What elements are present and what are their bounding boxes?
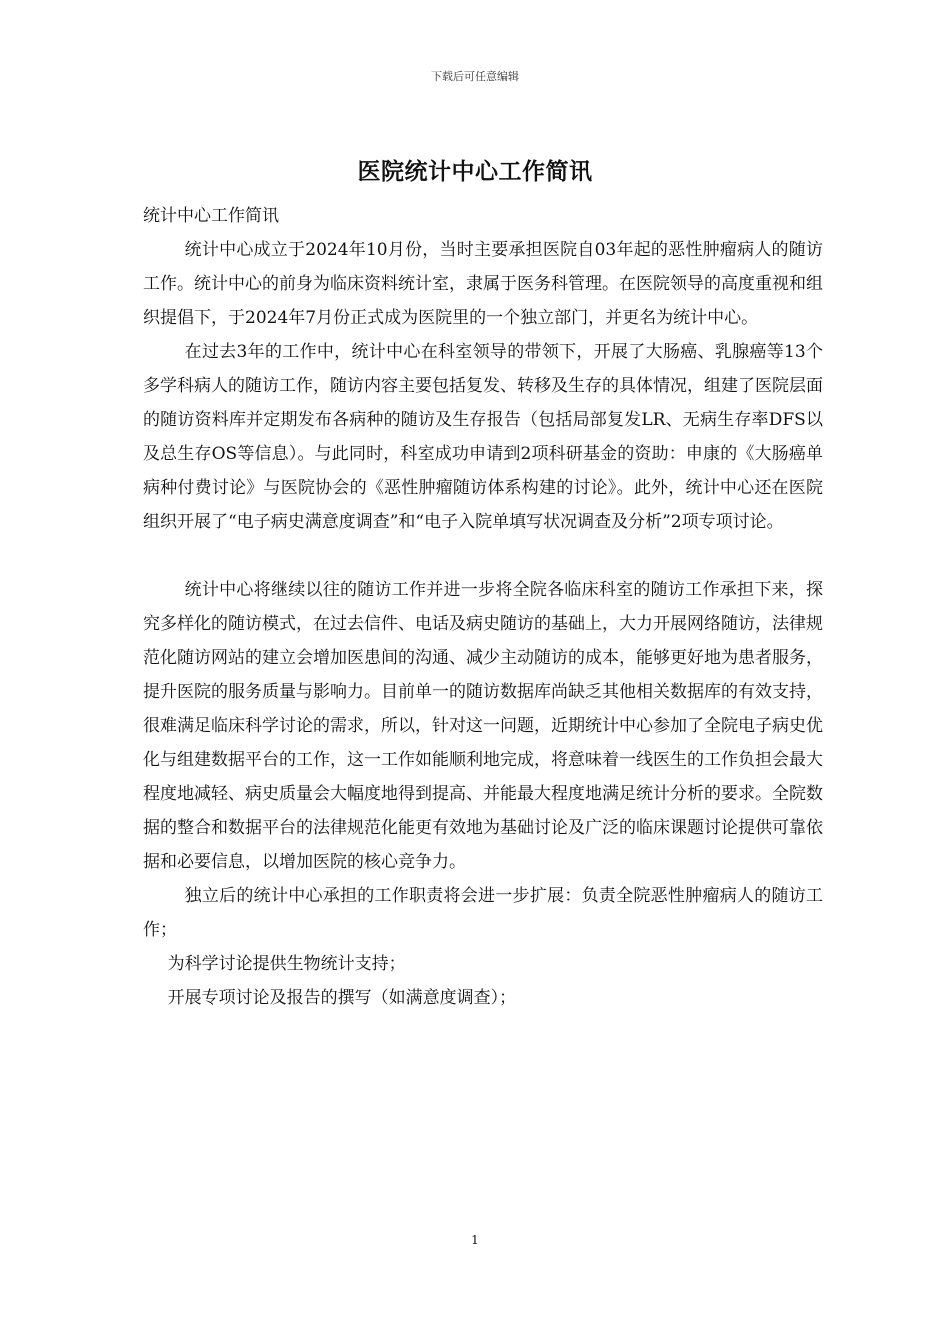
page-number: 1	[471, 1233, 479, 1247]
document-subtitle: 统计中心工作简讯	[143, 206, 279, 226]
paragraph-spacer	[143, 539, 823, 573]
list-item: 开展专项讨论及报告的撰写（如满意度调查）；	[167, 988, 517, 1008]
list-item: 为科学讨论提供生物统计支持；	[167, 954, 406, 974]
paragraph-past-work: 在过去3年的工作中，统计中心在科室领导的带领下，开展了大肠癌、乳腺癌等13个多学科病人的随访工作，随访内容主要包括复发、转移及生存的具体情况，组建了医院层面的随访资料库并定期发布各病种的随访及生存报告（包括局部复发LR、无病生存率DFS以及总生存OS等信息）。与此同时，科室成功申请到2项科研基金的资助：申康的《大肠癌单病种付费讨论》与医院协会的《恶性肿瘤随访体系构建的讨论》。此外，统计中心还在医院组织开展了“电子病史满意度调查”和“电子入院单填写状况调查及分析”2项专项讨论。	[143, 342, 823, 532]
page-header-note: 下载后可任意编辑	[431, 70, 519, 83]
document-title: 医院统计中心工作简讯	[357, 159, 593, 185]
document-body	[143, 199, 823, 1015]
paragraph-future-plan: 统计中心将继续以往的随访工作并进一步将全院各临床科室的随访工作承担下来，探究多样化的随访模式，在过去信件、电话及病史随访的基础上，大力开展网络随访，法律规范化随访网站的建立会增加医患间的沟通、减少主动随访的成本，能够更好地为患者服务，提升医院的服务质量与影响力。目前单一的随访数据库尚缺乏其他相关数据库的有效支持，很难满足临床科学讨论的需求，所以，针对这一问题，近期统计中心参加了全院电子病史优化与组建数据平台的工作，这一工作如能顺利地完成，将意味着一线医生的工作负担会最大程度地减轻、病史质量会大幅度地得到提高、并能最大程度地满足统计分析的要求。全院数据的整合和数据平台的法律规范化能更有效地为基础讨论及广泛的临床课题讨论提供可靠依据和必要信息，以增加医院的核心竞争力。	[143, 580, 823, 872]
paragraph-founding: 统计中心成立于2024年10月份，当时主要承担医院自03年起的恶性肿瘤病人的随访工作。统计中心的前身为临床资料统计室，隶属于医务科管理。在医院领导的高度重视和组织提倡下，于2024年7月份正式成为医院里的一个独立部门，并更名为统计中心。	[143, 240, 823, 328]
paragraph-responsibilities: 独立后的统计中心承担的工作职责将会进一步扩展：负责全院恶性肿瘤病人的随访工作；	[143, 886, 823, 940]
